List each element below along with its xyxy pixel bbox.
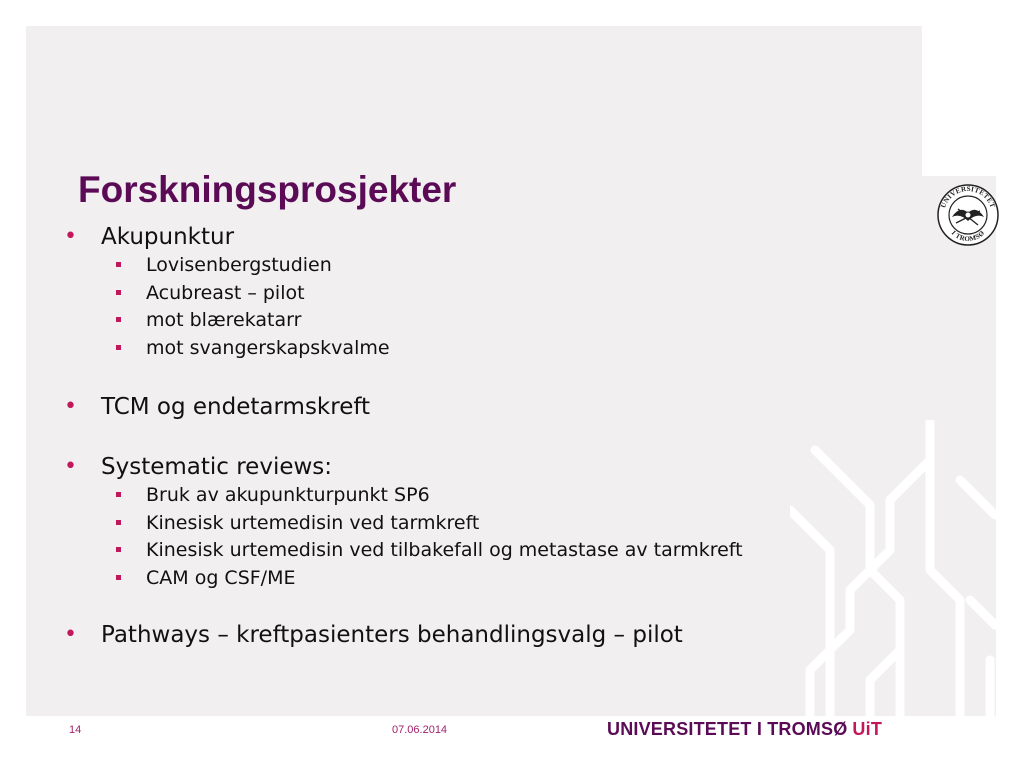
sublist-item-label: mot blærekatarr xyxy=(146,309,302,331)
university-seal-icon xyxy=(936,183,1000,247)
square-bullet-icon xyxy=(116,345,121,350)
list-item xyxy=(60,222,780,252)
sublist-item-label: Bruk av akupunkturpunkt SP6 xyxy=(146,484,430,506)
bullet-icon: • xyxy=(64,224,77,249)
sublist-item-label: Kinesisk urtemedisin ved tilbakefall og metastase av tarmkreft xyxy=(146,539,743,561)
square-bullet-icon xyxy=(116,575,121,580)
wordmark-uit: UiT xyxy=(852,719,883,739)
list-item xyxy=(60,452,780,482)
list-item xyxy=(60,392,780,422)
square-bullet-icon xyxy=(116,262,121,267)
slide-content xyxy=(60,222,780,650)
sublist-item xyxy=(60,484,786,506)
list-item-label: Akupunktur xyxy=(101,224,235,250)
list-item xyxy=(60,620,780,650)
seal-text-top: UNIVERSITETET xyxy=(939,184,997,210)
sublist-item-label: Kinesisk urtemedisin ved tarmkreft xyxy=(146,511,480,534)
square-bullet-icon xyxy=(116,492,121,497)
square-bullet-icon xyxy=(116,547,121,552)
sublist-item xyxy=(60,337,786,359)
sublist-item-label: CAM og CSF/ME xyxy=(146,566,296,589)
sublist-item-label: mot svangerskapskvalme xyxy=(146,336,390,359)
sublist-item xyxy=(60,512,786,534)
bullet-icon: • xyxy=(64,622,77,647)
slide-title: Forskningsprosjekter xyxy=(78,169,457,210)
university-wordmark xyxy=(607,719,882,740)
list-item-label: Systematic reviews: xyxy=(101,454,333,480)
square-bullet-icon xyxy=(116,317,121,322)
square-bullet-icon xyxy=(116,520,121,525)
list-item-label: Pathways – kreftpasienters behandlingsvalg – pilot xyxy=(101,622,683,648)
sublist-item xyxy=(60,282,786,304)
sublist-item xyxy=(60,539,786,561)
decorative-branches-icon xyxy=(790,420,996,716)
sublist xyxy=(60,484,780,589)
sublist xyxy=(60,254,780,359)
sublist-item-label: Lovisenbergstudien xyxy=(146,254,332,276)
seal-text-bottom: I TROMSØ xyxy=(949,228,987,244)
list-item-label: TCM og endetarmskreft xyxy=(101,394,371,420)
sublist-item xyxy=(60,567,786,589)
sublist-item-label: Acubreast – pilot xyxy=(146,281,305,304)
slide-date: 07.06.2014 xyxy=(392,724,448,736)
sublist-item xyxy=(60,309,786,331)
sublist-item xyxy=(60,254,786,276)
wordmark-main: UNIVERSITETET I TROMSØ xyxy=(607,719,848,739)
bullet-icon: • xyxy=(64,454,77,479)
bullet-icon: • xyxy=(64,394,77,419)
square-bullet-icon xyxy=(116,290,121,295)
slide-number: 14 xyxy=(69,724,82,736)
panel-corner-cutout xyxy=(922,26,1002,176)
